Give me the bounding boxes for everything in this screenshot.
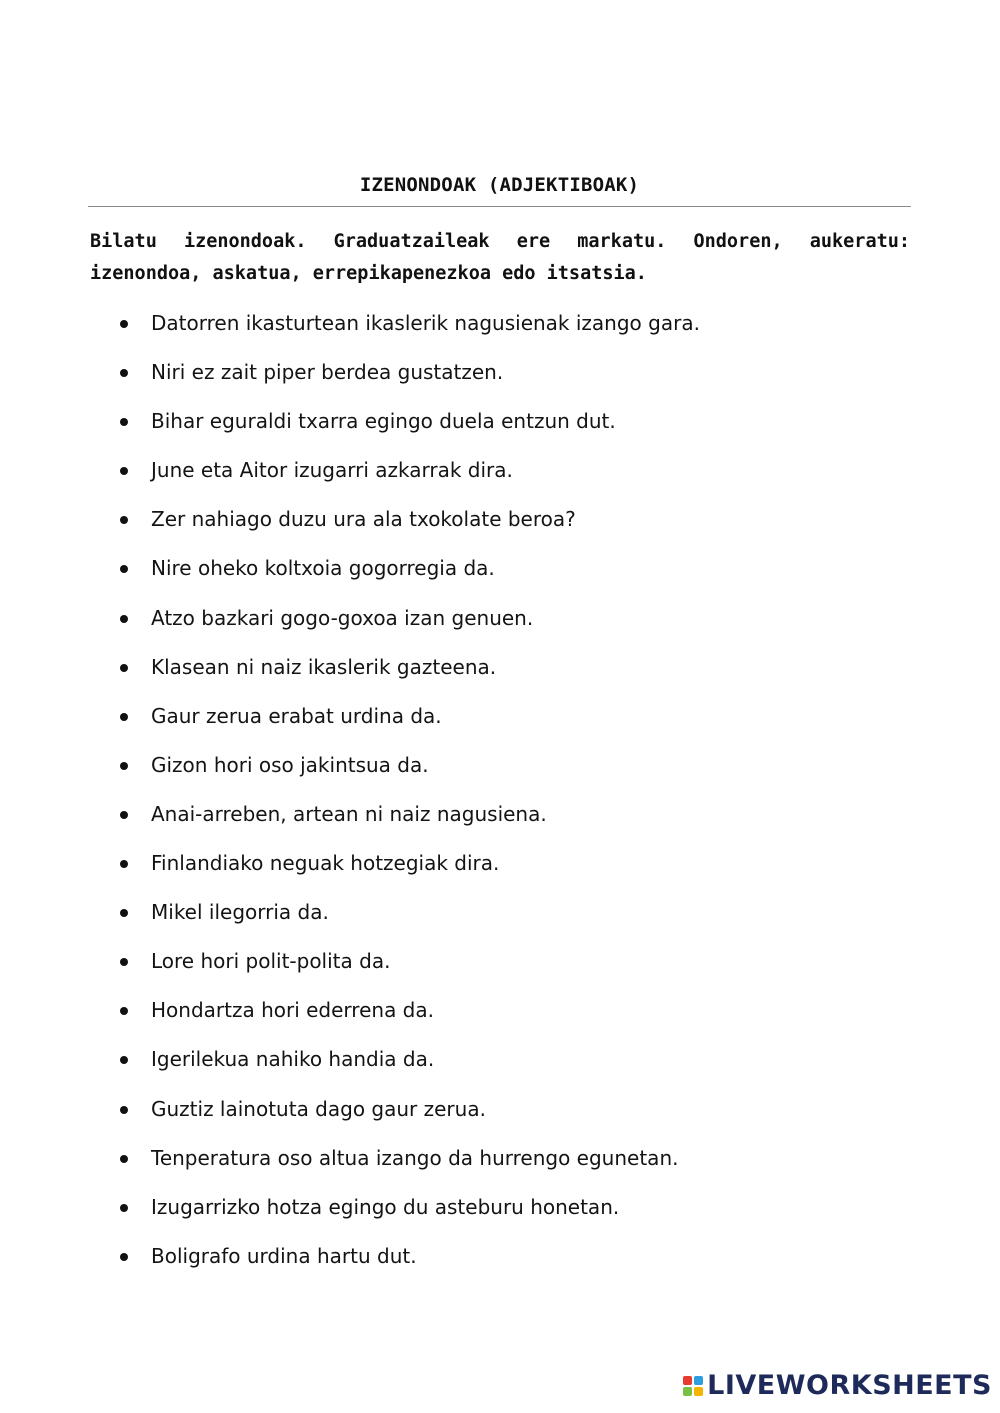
bullet-icon <box>120 811 128 819</box>
bullet-icon <box>120 909 128 917</box>
list-item <box>0 550 900 599</box>
bullet-icon <box>120 860 128 868</box>
sentence-text: June eta Aitor izugarri azkarrak dira. <box>151 458 513 483</box>
list-item <box>0 1238 900 1287</box>
title-divider <box>88 206 911 207</box>
sentence-list <box>0 305 900 1287</box>
sentence-text: Igerilekua nahiko handia da. <box>151 1047 435 1072</box>
sentence-text: Finlandiako neguak hotzegiak dira. <box>151 851 500 876</box>
page-title: IZENONDOAK (ADJEKTIBOAK) <box>359 174 640 196</box>
sentence-text: Lore hori polit-polita da. <box>151 949 391 974</box>
list-item <box>0 894 900 943</box>
bullet-icon <box>120 762 128 770</box>
sentence-text: Nire oheko koltxoia gogorregia da. <box>151 556 495 581</box>
bullet-icon <box>120 418 128 426</box>
sentence-text: Gaur zerua erabat urdina da. <box>151 703 442 728</box>
sentence-text: Boligrafo urdina hartu dut. <box>151 1243 417 1268</box>
bullet-icon <box>120 369 128 377</box>
bullet-icon <box>120 713 128 721</box>
list-item <box>0 992 900 1041</box>
bullet-icon <box>120 320 128 328</box>
list-item <box>0 305 900 354</box>
bullet-icon <box>120 467 128 475</box>
list-item <box>0 698 900 747</box>
sentence-text: Anai-arreben, artean ni naiz nagusiena. <box>151 801 547 826</box>
bullet-icon <box>120 1056 128 1064</box>
list-item <box>0 403 900 452</box>
list-item <box>0 649 900 698</box>
list-item <box>0 1041 900 1090</box>
bullet-icon <box>120 516 128 524</box>
sentence-text: Izugarrizko hotza egingo du asteburu honetan. <box>151 1194 620 1219</box>
sentence-text: Gizon hori oso jakintsua da. <box>151 752 429 777</box>
sentence-text: Guztiz lainotuta dago gaur zerua. <box>151 1096 486 1121</box>
sentence-text: Tenperatura oso altua izango da hurrengo egunetan. <box>151 1145 679 1170</box>
sentence-text: Hondartza hori ederrena da. <box>151 998 434 1023</box>
sentence-text: Niri ez zait piper berdea gustatzen. <box>151 360 504 385</box>
bullet-icon <box>120 664 128 672</box>
sentence-text: Zer nahiago duzu ura ala txokolate beroa? <box>151 507 576 532</box>
list-item <box>0 1189 900 1238</box>
bullet-icon <box>120 615 128 623</box>
liveworksheets-logo-icon <box>683 1376 703 1396</box>
list-item <box>0 1091 900 1140</box>
list-item <box>0 747 900 796</box>
bullet-icon <box>120 1155 128 1163</box>
sentence-text: Atzo bazkari gogo-goxoa izan genuen. <box>151 605 534 630</box>
instructions: Bilatu izenondoak. Graduatzaileak ere markatu. Ondoren, aukeratu: izenondoa, askatua, errepikapenezkoa edo itsatsia. <box>90 231 910 284</box>
brand-text: LIVEWORKSHEETS <box>707 1370 992 1401</box>
list-item <box>0 501 900 550</box>
liveworksheets-brand <box>683 1370 992 1401</box>
bullet-icon <box>120 1007 128 1015</box>
list-item <box>0 796 900 845</box>
sentence-text: Datorren ikasturtean ikaslerik nagusienak izango gara. <box>151 311 700 335</box>
sentence-text: Klasean ni naiz ikaslerik gazteena. <box>151 654 497 679</box>
bullet-icon <box>120 1253 128 1261</box>
bullet-icon <box>120 1204 128 1212</box>
list-item <box>0 845 900 894</box>
bullet-icon <box>120 565 128 573</box>
sentence-text: Mikel ilegorria da. <box>151 900 329 925</box>
list-item <box>0 943 900 992</box>
list-item <box>0 452 900 501</box>
list-item <box>0 600 900 649</box>
list-item <box>0 354 900 403</box>
sentence-text: Bihar eguraldi txarra egingo duela entzun dut. <box>151 409 616 434</box>
bullet-icon <box>120 958 128 966</box>
bullet-icon <box>120 1106 128 1114</box>
list-item <box>0 1140 900 1189</box>
